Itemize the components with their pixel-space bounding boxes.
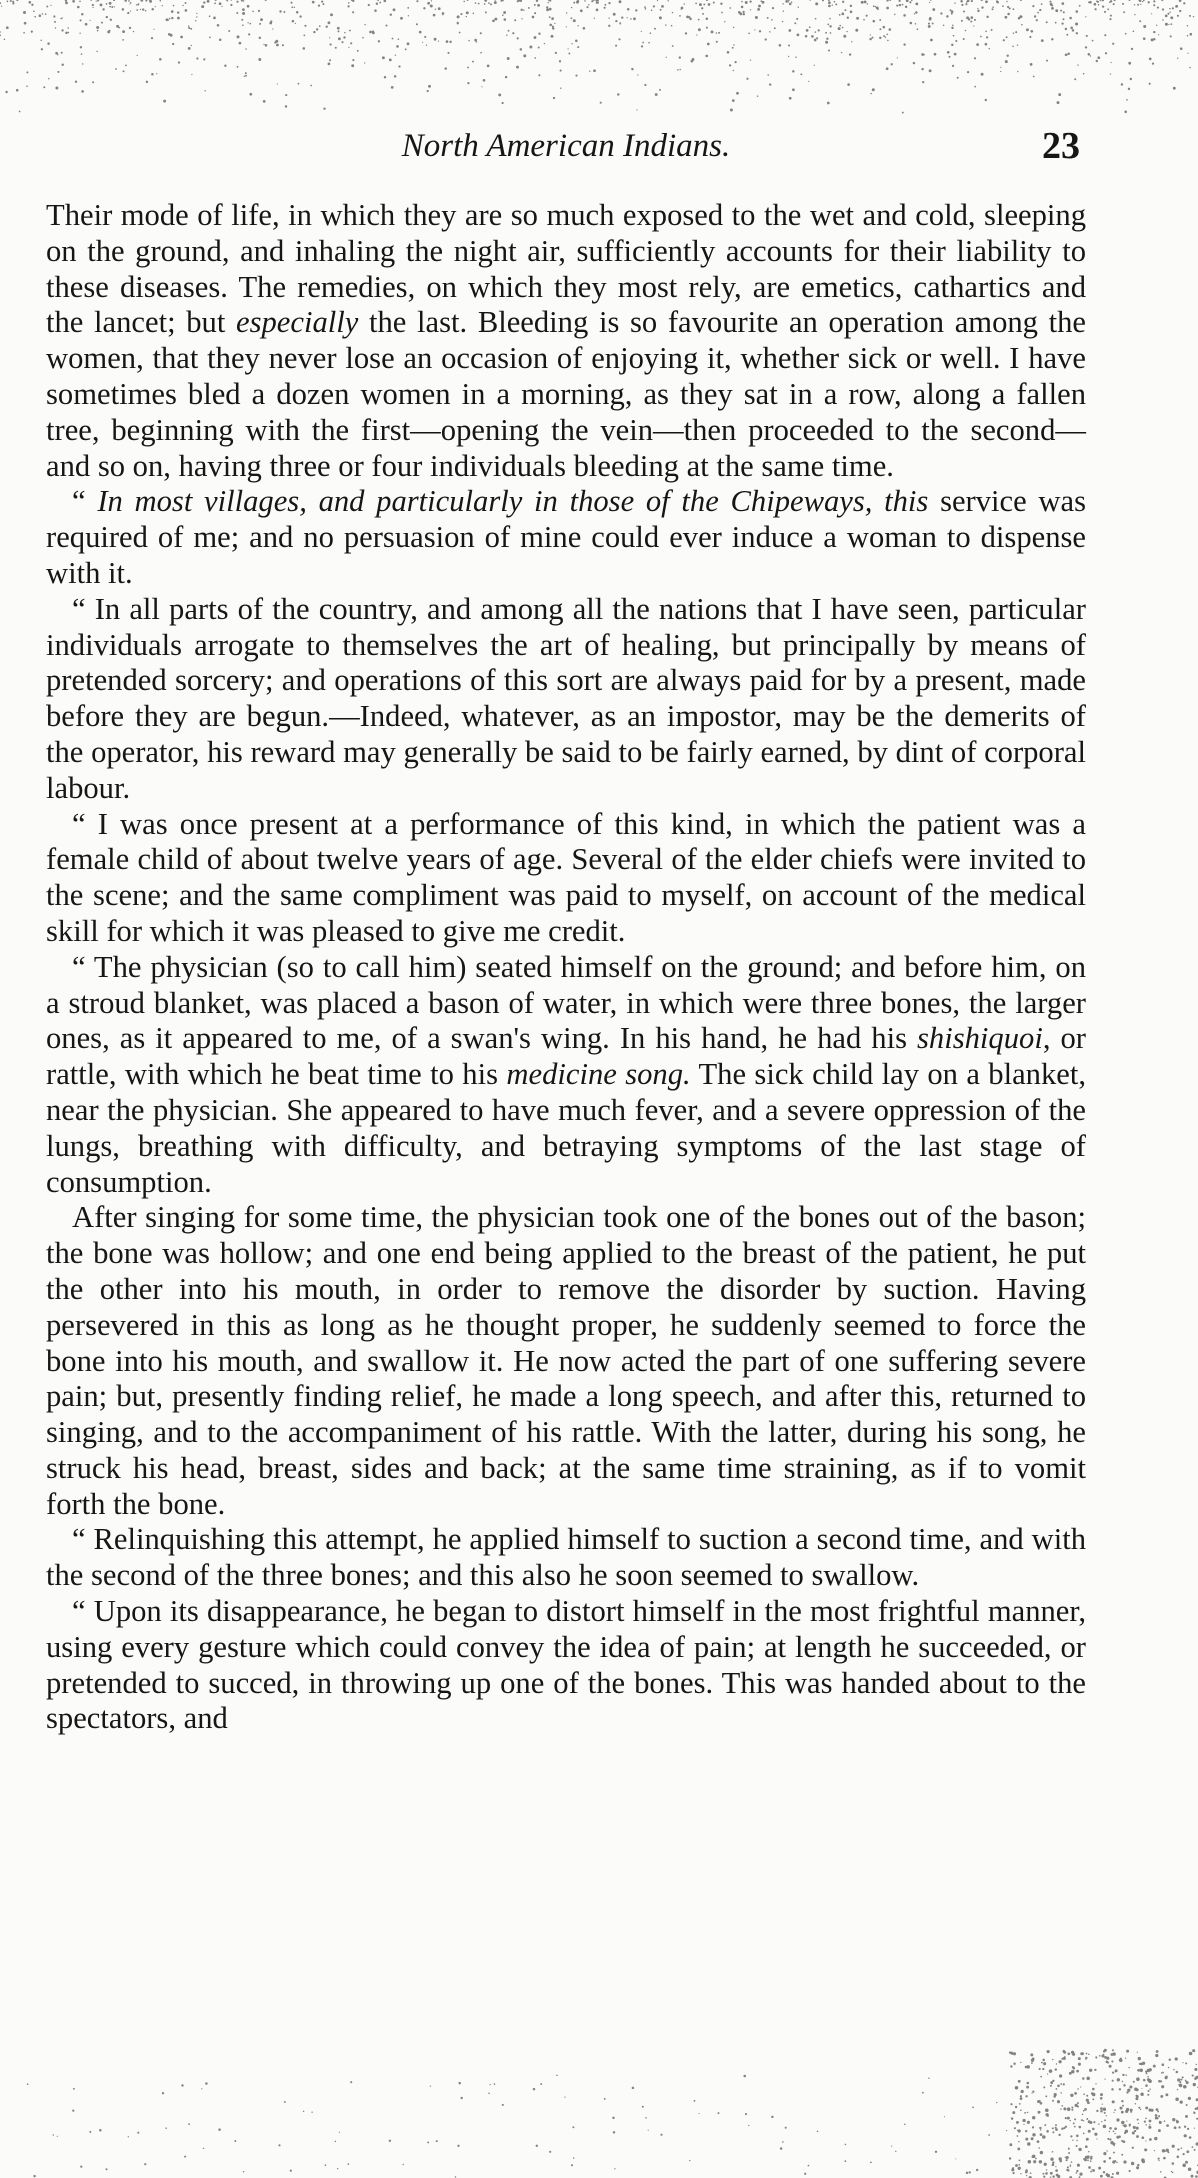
paragraph — [46, 807, 1086, 950]
italic-run: In most villages, and particularly in those of the Chipeways, this — [97, 484, 929, 519]
paragraph — [46, 1594, 1086, 1737]
text-run: Their mode of life, in which they are so much exposed to the wet and cold, sleeping on the ground, and inhaling the night air, sufficiently accounts for their liability to these diseases. The remedies, on which they most rely, are emetics, cathartics and the lancet; but — [46, 198, 1086, 340]
text-run: service was required of me; and no persuasion of mine could ever induce a woman to dispense with it. — [46, 484, 1086, 590]
paragraph — [46, 198, 1086, 484]
text-run: “ In all parts of the country, and among all the nations that I have seen, particular individuals arrogate to themselves the art of healing, but principally by means of pretended sorcery; and operations of this sort are always paid for by a present, made before they are begun.—Indeed, whatever, as an impostor, may be the demerits of the operator, his reward may generally be said to be fairly earned, by dint of corporal labour. — [46, 591, 1086, 805]
paragraph — [46, 1200, 1086, 1522]
paragraph — [46, 592, 1086, 807]
text-run: “ — [72, 484, 98, 519]
book-page — [46, 124, 1086, 1737]
text-run: The sick child lay on a blanket, near the physician. She appeared to have much fever, and a severe oppression of the lungs, breathing with difficulty, and betraying symptoms of the last stage of consumption. — [46, 1057, 1086, 1199]
paragraph — [46, 1522, 1086, 1594]
text-run: “ Upon its disappearance, he began to distort himself in the most frightful manner, using every gesture which could convey the idea of pain; at length he succeeded, or pretended to succed, in throwing up one of the bones. This was handed about to the spectators, and — [46, 1594, 1086, 1736]
italic-run: shishiquoi — [917, 1021, 1043, 1056]
text-run: After singing for some time, the physician took one of the bones out of the bason; the bone was hollow; and one end being applied to the breast of the patient, he put the other into his mouth, in order to remove the disorder by suction. Having persevered in this as long as he thought proper, he suddenly seemed to force the bone into his mouth, and swallow it. He now acted the part of one suffering severe pain; but, presently finding relief, he made a long speech, and after this, returned to singing, and to the accompaniment of his rattle. With the latter, during his song, he struck his head, breast, sides and back; at the same time straining, as if to vomit forth the bone. — [46, 1200, 1086, 1521]
body-text — [46, 198, 1086, 1737]
paragraph — [46, 950, 1086, 1201]
text-run: the last. Bleeding is so favourite an operation among the women, that they never lose an occasion of enjoying it, whether sick or well. I have sometimes bled a dozen women in a morning, as they sat in a row, along a fallen tree, beginning with the first—opening the vein—then proceeded to the second—and so on, having three or four individuals bleeding at the same time. — [46, 305, 1086, 483]
page-header — [46, 124, 1086, 184]
text-run: “ Relinquishing this attempt, he applied himself to suction a second time, and with the second of the three bones; and this also he soon seemed to swallow. — [46, 1522, 1086, 1593]
page-number: 23 — [1042, 125, 1080, 167]
text-run: , or rattle, with which he beat time to his — [46, 1021, 1086, 1092]
running-title: North American Indians. — [401, 128, 731, 164]
text-run: “ The physician (so to call him) seated himself on the ground; and before him, on a stroud blanket, was placed a bason of water, in which were three bones, the larger ones, as it appeared to me, of a swan's wing. In his hand, he had his — [46, 949, 1086, 1056]
paragraph — [46, 484, 1086, 591]
italic-run: especially — [236, 305, 359, 340]
italic-run: medicine song. — [506, 1057, 691, 1092]
text-run: “ I was once present at a performance of this kind, in which the patient was a female child of about twelve years of age. Several of the elder chiefs were invited to the scene; and the same compliment was paid to myself, on account of the medical skill for which it was pleased to give me credit. — [46, 806, 1086, 948]
